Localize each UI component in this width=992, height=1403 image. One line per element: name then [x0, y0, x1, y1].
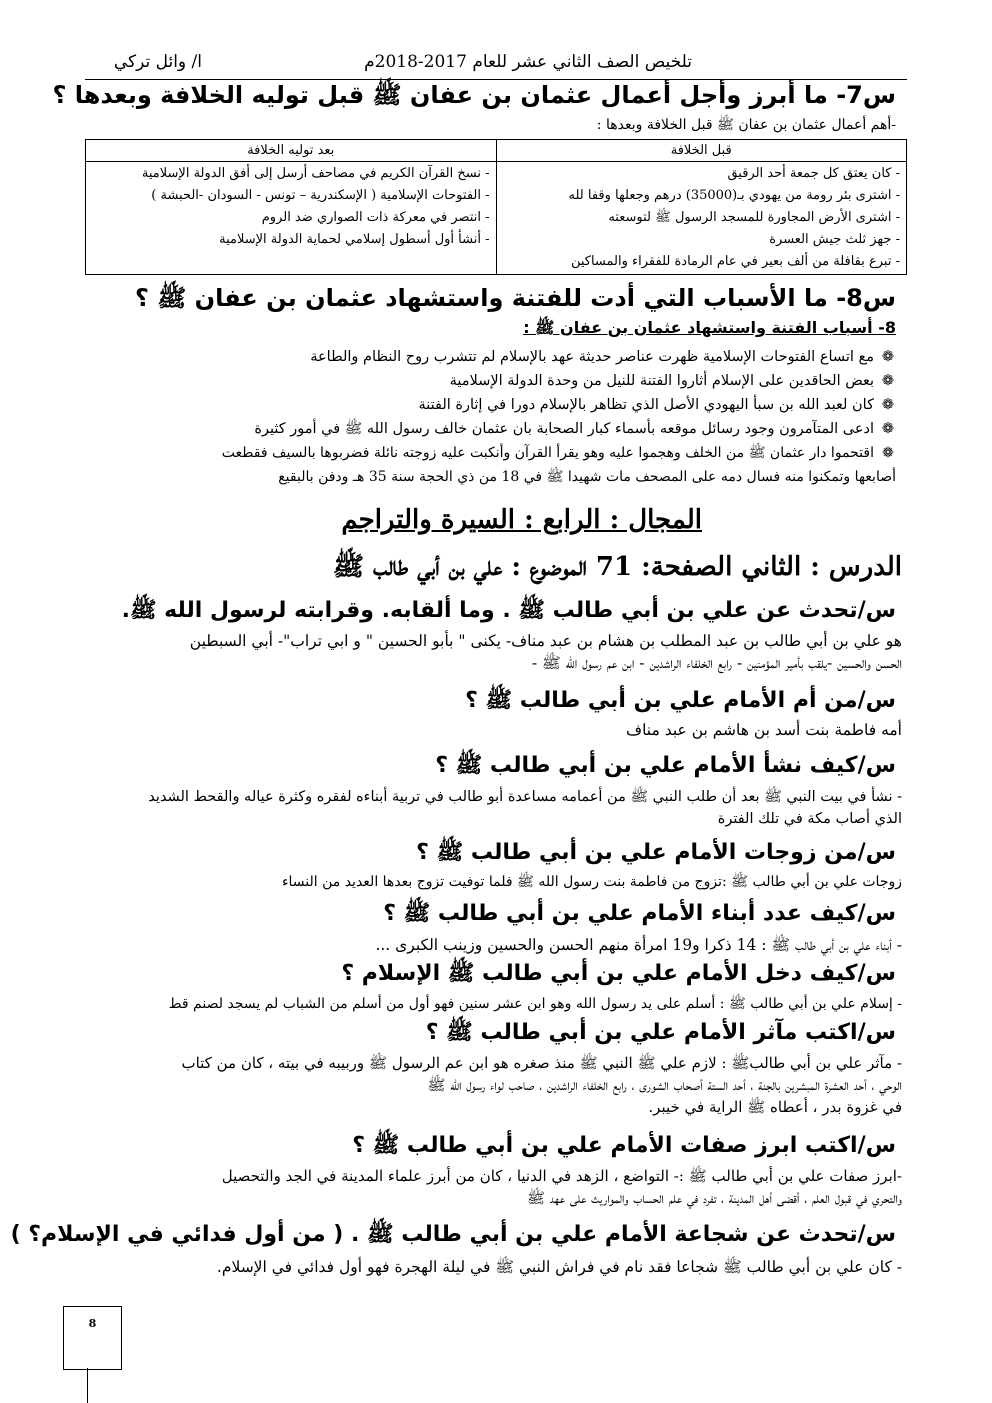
section-question: س/كيف عدد أبناء الأمام علي بن أبي طالب ﷺ ؟: [383, 901, 896, 926]
flower-bullet-icon: ❁: [881, 397, 895, 413]
list-item: ❁مع اتساع الفتوحات الإسلامية ظهرت عناصر حديثة عهد بالإسلام لم تتشرب روح النظام والطاعة: [86, 345, 896, 369]
section-question: س/تحدث عن شجاعة الأمام علي بن أبي طالب ﷺ . ( من أول فدائي في الإسلام؟ ): [10, 1222, 896, 1247]
before-caliphate-cell: [496, 162, 907, 275]
section-question: س/اكتب مآثر الأمام علي بن أبي طالب ﷺ ؟: [425, 1020, 896, 1045]
section-question: س/من أم الأمام علي بن أبي طالب ﷺ ؟: [465, 688, 896, 713]
q7-question: س7- ما أبرز وأجل أعمال عثمان بن عفان ﷺ قبل توليه الخلافة وبعدها ؟: [52, 81, 896, 109]
flower-bullet-icon: ❁: [882, 445, 894, 461]
header-title: تلخيص الصف الثاني عشر للعام 2017-2018م: [364, 52, 692, 72]
column-header-before: قبل الخلافة: [496, 140, 907, 162]
column-header-after: بعد توليه الخلافة: [86, 140, 497, 162]
section-answer: زوجات علي بن أبي طالب ﷺ :تزوج من فاطمة بنت رسول الله ﷺ فلما توفيت تزوج بعدها العديد من النساء: [281, 874, 902, 890]
section-question: س/من زوجات الأمام علي بن أبي طالب ﷺ ؟: [416, 840, 896, 865]
list-item: ❁ادعى المتآمرون وجود رسائل موقعه بأسماء كبار الصحابة بان عثمان خالف رسول الله ﷺ في أمور كثيرة: [86, 417, 896, 441]
after-item: - انتصر في معركة ذات الصواري ضد الروم: [261, 210, 490, 225]
before-item: - كان يعتق كل جمعة أحد الرقيق: [727, 166, 900, 181]
section-question: س/تحدث عن علي بن أبي طالب ﷺ . وما ألقابه. وقرابته لرسول الله ﷺ.: [121, 598, 896, 623]
page-number-stem: [87, 1368, 88, 1403]
after-caliphate-cell: [86, 162, 497, 275]
section-question: س/كيف نشأ الأمام علي بن أبي طالب ﷺ ؟: [435, 753, 896, 778]
flower-bullet-icon: ❁: [881, 373, 895, 389]
q7-intro: -أهم أعمال عثمان بن عفان ﷺ قبل الخلافة وبعدها :: [596, 117, 896, 133]
section-answer: - كان علي بن أبي طالب ﷺ شجاعا فقد نام في فراش النبي ﷺ في ليلة الهجرة فهو أول فدائي في الإسلام.: [216, 1258, 902, 1276]
section-answer: - أبناء علي بن أبي طالب ﷺ : 14 ذكرا و19 امرأة منهم الحسن والحسين وزينب الكبرى ...: [375, 936, 902, 954]
section-answer: هو علي بن أبي طالب بن عبد المطلب بن هشام بن عبد مناف- يكنى " بأبو الحسين " و ابي تراب"- أبي السبطين الحسن والحسين -يلقب بأمير المؤمنين - رابع الخلفاء الراشدين - ابن عم رسول الله ﷺ -: [189, 632, 902, 672]
q7-comparison-table: [85, 139, 907, 275]
domain-title: المجال : الرابع : السيرة والتراجم: [341, 505, 702, 535]
list-item: ❁اقتحموا دار عثمان ﷺ من الخلف وهجموا عليه وهو يقرأ القرآن وأنكبت عليه زوجته نائلة فضربوها بالسيف فقطعت: [86, 441, 896, 465]
after-item: - الفتوحات الإسلامية ( الإسكندرية – تونس - السودان -الحبشة ): [151, 188, 490, 203]
before-item: - اشترى بئر رومة من يهودي بـ(35000) درهم وجعلها وقفا لله: [568, 188, 900, 203]
section-answer: - نشأ في بيت النبي ﷺ بعد أن طلب النبي ﷺ من أعمامه مساعدة أبو طالب في تربية أبناءه لفقره وكثرة عياله والقحط الشديد الذي أصاب مكة في تلك الفترة: [148, 789, 902, 827]
section-answer: -ابرز صفات علي بن أبي طالب ﷺ :- التواضع ، الزهد في الدنيا ، كان من أبرز علماء المدينة في الجد والتحصيل والتحري في قبول العلم ، أقضى أهل المدينة ، تفرد في علم الحساب والمواريث على عهد ﷺ: [221, 1167, 902, 1207]
list-item: ❁بعض الحاقدين على الإسلام أثاروا الفتنة للنيل من وحدة الدولة الإسلامية: [86, 369, 896, 393]
section-question: س/كيف دخل الأمام علي بن أبي طالب ﷺ الإسلام ؟: [341, 961, 896, 986]
before-item: - تبرع بقافلة من ألف بعير في عام الرمادة للفقراء والمساكين: [570, 254, 900, 269]
q8-question: س8- ما الأسباب التي أدت للفتنة واستشهاد عثمان بن عفان ﷺ ؟: [134, 284, 896, 312]
list-item-continuation: أصابعها وتمكنوا منه فسال دمه على المصحف مات شهيدا ﷺ في 18 من ذي الحجة سنة 35 هـ ودفن بالبقيع: [278, 469, 896, 485]
before-item: - اشترى الأرض المجاورة للمسجد الرسول ﷺ لتوسعته: [608, 210, 900, 225]
lesson-title: الدرس : الثاني الصفحة: 71 الموضوع : علي بن أبي طالب ﷺ: [332, 552, 902, 582]
section-answer: - إسلام علي بن أبي طالب ﷺ : أسلم على يد رسول الله وهو ابن عشر سنين فهو أول من أسلم من الشباب لم يسجد لصنم قط: [168, 996, 902, 1012]
page-number: 8: [88, 1317, 97, 1330]
section-question: س/اكتب ابرز صفات الأمام علي بن أبي طالب ﷺ ؟: [352, 1133, 896, 1158]
section-answer: أمه فاطمة بنت أسد بن هاشم بن عبد مناف: [626, 721, 902, 739]
q8-subheading: 8- أسباب الفتنة واستشهاد عثمان بن عفان ﷺ :: [523, 318, 896, 337]
page-number-box: [63, 1306, 122, 1370]
after-item: - نسخ القرآن الكريم في مصاحف أرسل إلى أفق الدولة الإسلامية: [141, 166, 490, 181]
after-item: - أنشأ أول أسطول إسلامي لحماية الدولة الإسلامية: [219, 232, 490, 247]
flower-bullet-icon: ❁: [881, 421, 895, 437]
section-answer: - مآثر علي بن أبي طالبﷺ : لازم علي ﷺ النبي ﷺ منذ صغره هو ابن عم الرسول ﷺ وربيبه في بيته ، كان من كتاب الوحي ، أحد العشرة المبشرين بالجنة ، أحد الستة أصحاب الشورى ، رابع الخلفاء الراشدين ، صاحب لواء رسول الله ﷺ في غزوة بدر ، أعطاه ﷺ الراية في خيبر.: [181, 1054, 902, 1116]
header-author: ا/ وائل تركي: [113, 52, 202, 72]
flower-bullet-icon: ❁: [881, 349, 895, 365]
list-item: ❁كان لعبد الله بن سبأ اليهودي الأصل الذي تظاهر بالإسلام دورا في إثارة الفتنة: [86, 393, 896, 417]
q8-bullet-list: [86, 345, 896, 489]
before-item: - جهز ثلث جيش العسرة: [769, 232, 900, 247]
